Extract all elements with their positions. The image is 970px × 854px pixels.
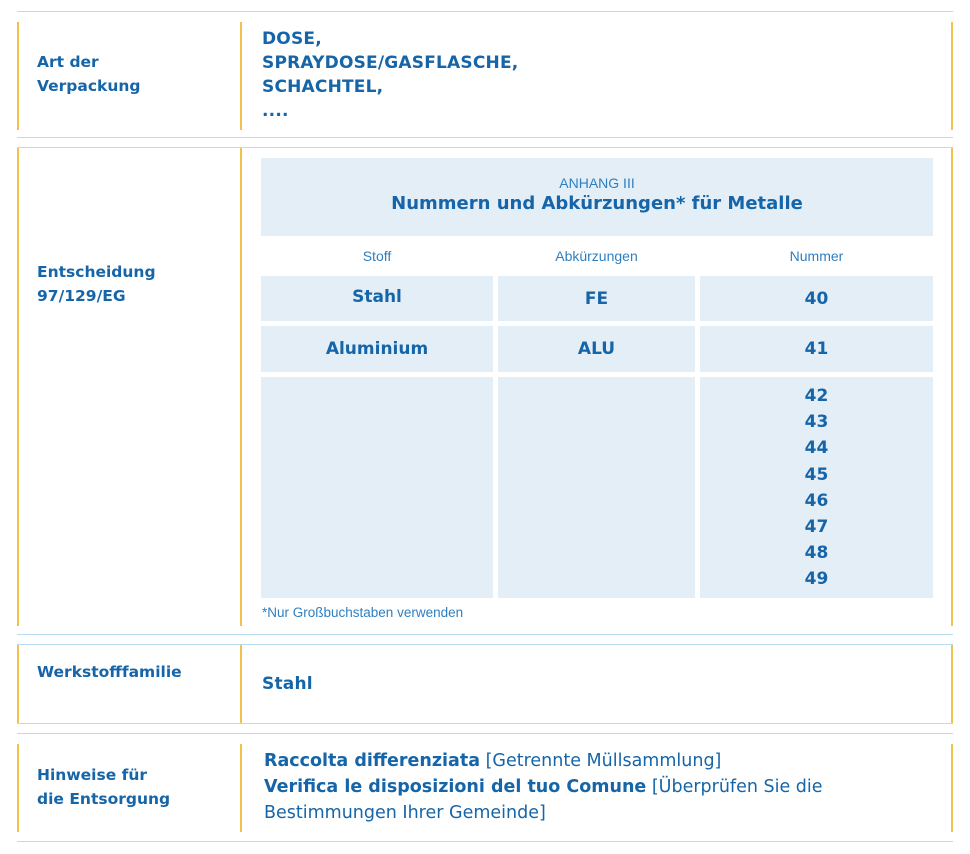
art-values <box>262 27 518 123</box>
row-art-left-border <box>17 22 19 130</box>
table-cell-nummer-list <box>700 377 933 598</box>
row-art-mid-border <box>240 22 242 130</box>
art-value-spraydose: SPRAYDOSE/GASFLASCHE, <box>262 53 519 73</box>
row-entscheidung-left-border <box>17 148 19 626</box>
hinweise-label-line1: Hinweise für <box>37 766 148 784</box>
werkstoff-label: Werkstofffamilie <box>37 663 182 681</box>
table-cell-stoff-empty <box>261 377 493 598</box>
row-werkstoff-right-border <box>951 645 953 723</box>
table-cell-abk-empty <box>498 377 695 598</box>
number-42: 42 <box>804 386 829 406</box>
annex-title: Nummern und Abkürzungen* für Metalle <box>391 193 803 214</box>
row-werkstoff-mid-border <box>240 645 242 723</box>
hinweise-line1-bold: Raccolta differenziata <box>264 751 481 771</box>
col-header-abk: Abkürzungen <box>555 248 638 264</box>
divider-top <box>17 11 953 12</box>
number-46: 46 <box>804 490 829 511</box>
divider-3 <box>17 634 953 635</box>
hinweise-line1-normal: [Getrennte Müllsammlung] <box>480 751 722 771</box>
row-hinweise-right-border <box>951 744 953 832</box>
row-entscheidung-mid-border <box>240 148 242 626</box>
divider-4 <box>17 644 953 645</box>
table-cell-abk-fe: FE <box>498 276 695 321</box>
col-header-stoff: Stoff <box>362 248 392 264</box>
hinweise-line3: Bestimmungen Ihrer Gemeinde] <box>264 803 546 823</box>
entscheidung-label-line2: 97/129/EG <box>37 287 126 305</box>
divider-1 <box>17 137 953 138</box>
row-hinweise-left-border <box>17 744 19 832</box>
number-48: 48 <box>804 543 829 564</box>
annex-supertitle: ANHANG III <box>559 175 635 191</box>
row-werkstoff-left-border <box>17 645 19 723</box>
hinweise-text <box>264 748 823 826</box>
art-value-ellipsis: .... <box>262 101 289 121</box>
hinweise-line2 <box>264 774 823 800</box>
number-45: 45 <box>804 464 829 485</box>
table-cell-nummer-41: 41 <box>700 326 933 372</box>
annex-footnote: *Nur Großbuchstaben verwenden <box>262 605 464 620</box>
col-header-nummer: Nummer <box>789 248 844 264</box>
row-hinweise-mid-border <box>240 744 242 832</box>
divider-5 <box>17 723 953 724</box>
divider-2 <box>17 147 953 148</box>
row-entscheidung-right-border <box>951 148 953 626</box>
divider-bottom <box>17 841 953 842</box>
number-47: 47 <box>804 517 829 538</box>
number-43: 43 <box>804 412 829 433</box>
table-cell-stoff-aluminium: Aluminium <box>261 326 493 372</box>
annex-header <box>261 158 933 236</box>
table-cell-abk-alu: ALU <box>498 326 695 372</box>
hinweise-line1 <box>264 748 823 774</box>
entscheidung-label <box>37 260 156 308</box>
divider-6 <box>17 733 953 734</box>
table-cell-nummer-40: 40 <box>700 276 933 321</box>
werkstoff-value: Stahl <box>262 674 313 694</box>
table-cell-stoff-stahl: Stahl <box>261 276 493 321</box>
row-art-right-border <box>951 22 953 130</box>
hinweise-line2-normal: [Überprüfen Sie die <box>646 777 823 797</box>
hinweise-label <box>37 763 170 811</box>
hinweise-label-line2: die Entsorgung <box>37 790 171 808</box>
art-value-dose: DOSE, <box>262 29 322 49</box>
art-label <box>37 50 141 98</box>
number-49: 49 <box>804 569 829 590</box>
entscheidung-label-line1: Entscheidung <box>37 263 156 281</box>
art-label-line2: Verpackung <box>37 77 141 95</box>
art-label-line1: Art der <box>37 53 99 71</box>
hinweise-line2-bold: Verifica le disposizioni del tuo Comune <box>264 777 647 797</box>
art-value-schachtel: SCHACHTEL, <box>262 77 384 97</box>
number-44: 44 <box>804 438 829 459</box>
